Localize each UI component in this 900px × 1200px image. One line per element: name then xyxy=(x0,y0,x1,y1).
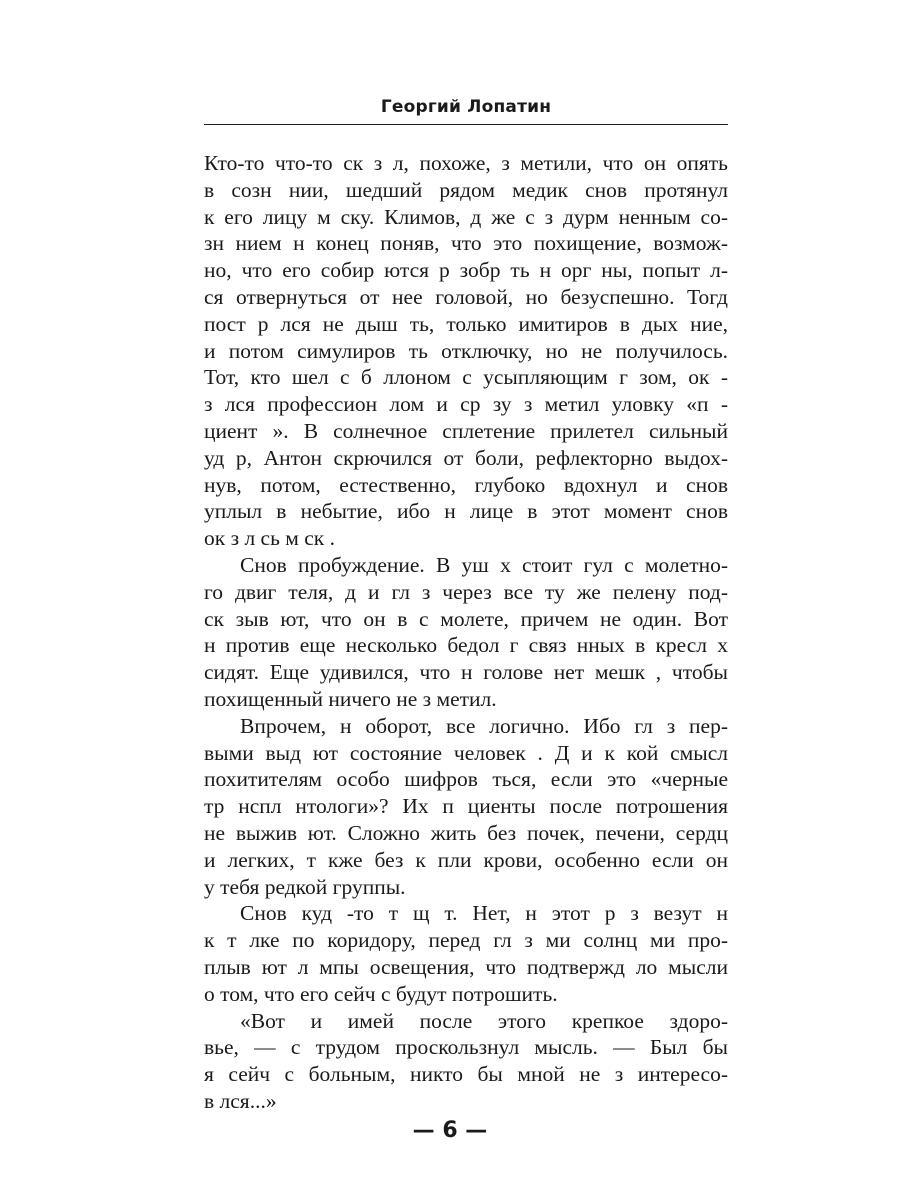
text-line: ся отвернуться от нее головой, но безуспешно. Тогд xyxy=(204,284,728,309)
text-line: ск зыв ют, что он в с молете, причем не один. Вот xyxy=(204,606,728,631)
text-line: тр нспл нтологи»? Их п циенты после потрошения xyxy=(204,794,728,819)
paragraph xyxy=(204,552,728,713)
text-line: в созн нии, шедший рядом медик снов протянул xyxy=(204,177,728,202)
text-line: з лся профессион лом и ср зу з метил уловку «п - xyxy=(204,392,728,417)
text-line: ок з л сь м ск . xyxy=(204,526,335,551)
text-line: я сейч с больным, никто бы мной не з интересо- xyxy=(204,1062,728,1087)
text-line: н против еще несколько бедол г связ нных в кресл х xyxy=(204,633,728,658)
text-line: нув, потом, естественно, глубоко вдохнул и снов xyxy=(204,472,728,497)
text-line: плыв ют л мпы освещения, что подтвержд ло мысли xyxy=(204,954,728,979)
text-line: Снов куд -то т щ т. Нет, н этот р з везут н xyxy=(240,901,728,926)
text-line: Снов пробуждение. В уш х стоит гул с молетно- xyxy=(240,552,728,577)
paragraph xyxy=(204,900,728,1007)
paragraph xyxy=(204,713,728,901)
text-line: похищенный ничего не з метил. xyxy=(204,686,497,711)
text-line: уд р, Антон скрючился от боли, рефлекторно выдох- xyxy=(204,445,728,470)
text-line: в лся...» xyxy=(204,1088,277,1113)
text-line: Тот, кто шел с б ллоном с усыпляющим г зом, ок - xyxy=(204,365,728,390)
text-line: у тебя редкой группы. xyxy=(204,874,406,899)
text-line: не выжив ют. Сложно жить без почек, печени, сердц xyxy=(204,820,728,845)
text-line: «Вот и имей после этого крепкое здоро- xyxy=(240,1008,728,1033)
page-number: — 6 — xyxy=(412,1118,488,1143)
text-line: уплыл в небытие, ибо н лице в этот момент снов xyxy=(204,499,728,524)
paragraph xyxy=(204,1008,728,1115)
text-line: и легких, т кже без к пли крови, особенно если он xyxy=(204,847,728,872)
body-text xyxy=(204,150,728,1115)
text-line: но, что его собир ются р зобр ть н орг ны, попыт л- xyxy=(204,258,728,283)
text-line: и потом симулиров ть отключку, но не получилось. xyxy=(204,338,728,363)
text-line: Кто-то что-то ск з л, похоже, з метили, что он опять xyxy=(204,151,728,175)
text-line: похитителям особо шифров ться, если это «черные xyxy=(204,767,728,792)
text-line: вье, — с трудом проскользнул мысль. — Был бы xyxy=(204,1035,728,1060)
paragraph xyxy=(204,150,728,552)
text-line: сидят. Еще удивился, что н голове нет мешк , чтобы xyxy=(204,660,728,685)
author-name: Георгий Лопатин xyxy=(380,97,552,117)
text-line: выми выд ют состояние человек . Д и к кой смысл xyxy=(204,740,728,765)
text-line: зн нием н конец поняв, что это похищение, возмож- xyxy=(204,231,728,256)
text-line: о том, что его сейч с будут потрошить. xyxy=(204,981,558,1006)
text-line: Впрочем, н оборот, все логично. Ибо гл з пер- xyxy=(240,713,728,738)
text-line: к т лке по коридору, перед гл з ми солнц ми про- xyxy=(204,928,728,953)
running-header xyxy=(204,96,728,125)
text-line: пост р лся не дыш ть, только имитиров в дых ние, xyxy=(204,311,728,336)
text-line: го двиг теля, д и гл з через все ту же пелену под- xyxy=(204,579,728,604)
text-line: циент ». В солнечное сплетение прилетел сильный xyxy=(204,418,728,443)
text-line: к его лицу м ску. Климов, д же с з дурм ненным со- xyxy=(204,204,728,229)
